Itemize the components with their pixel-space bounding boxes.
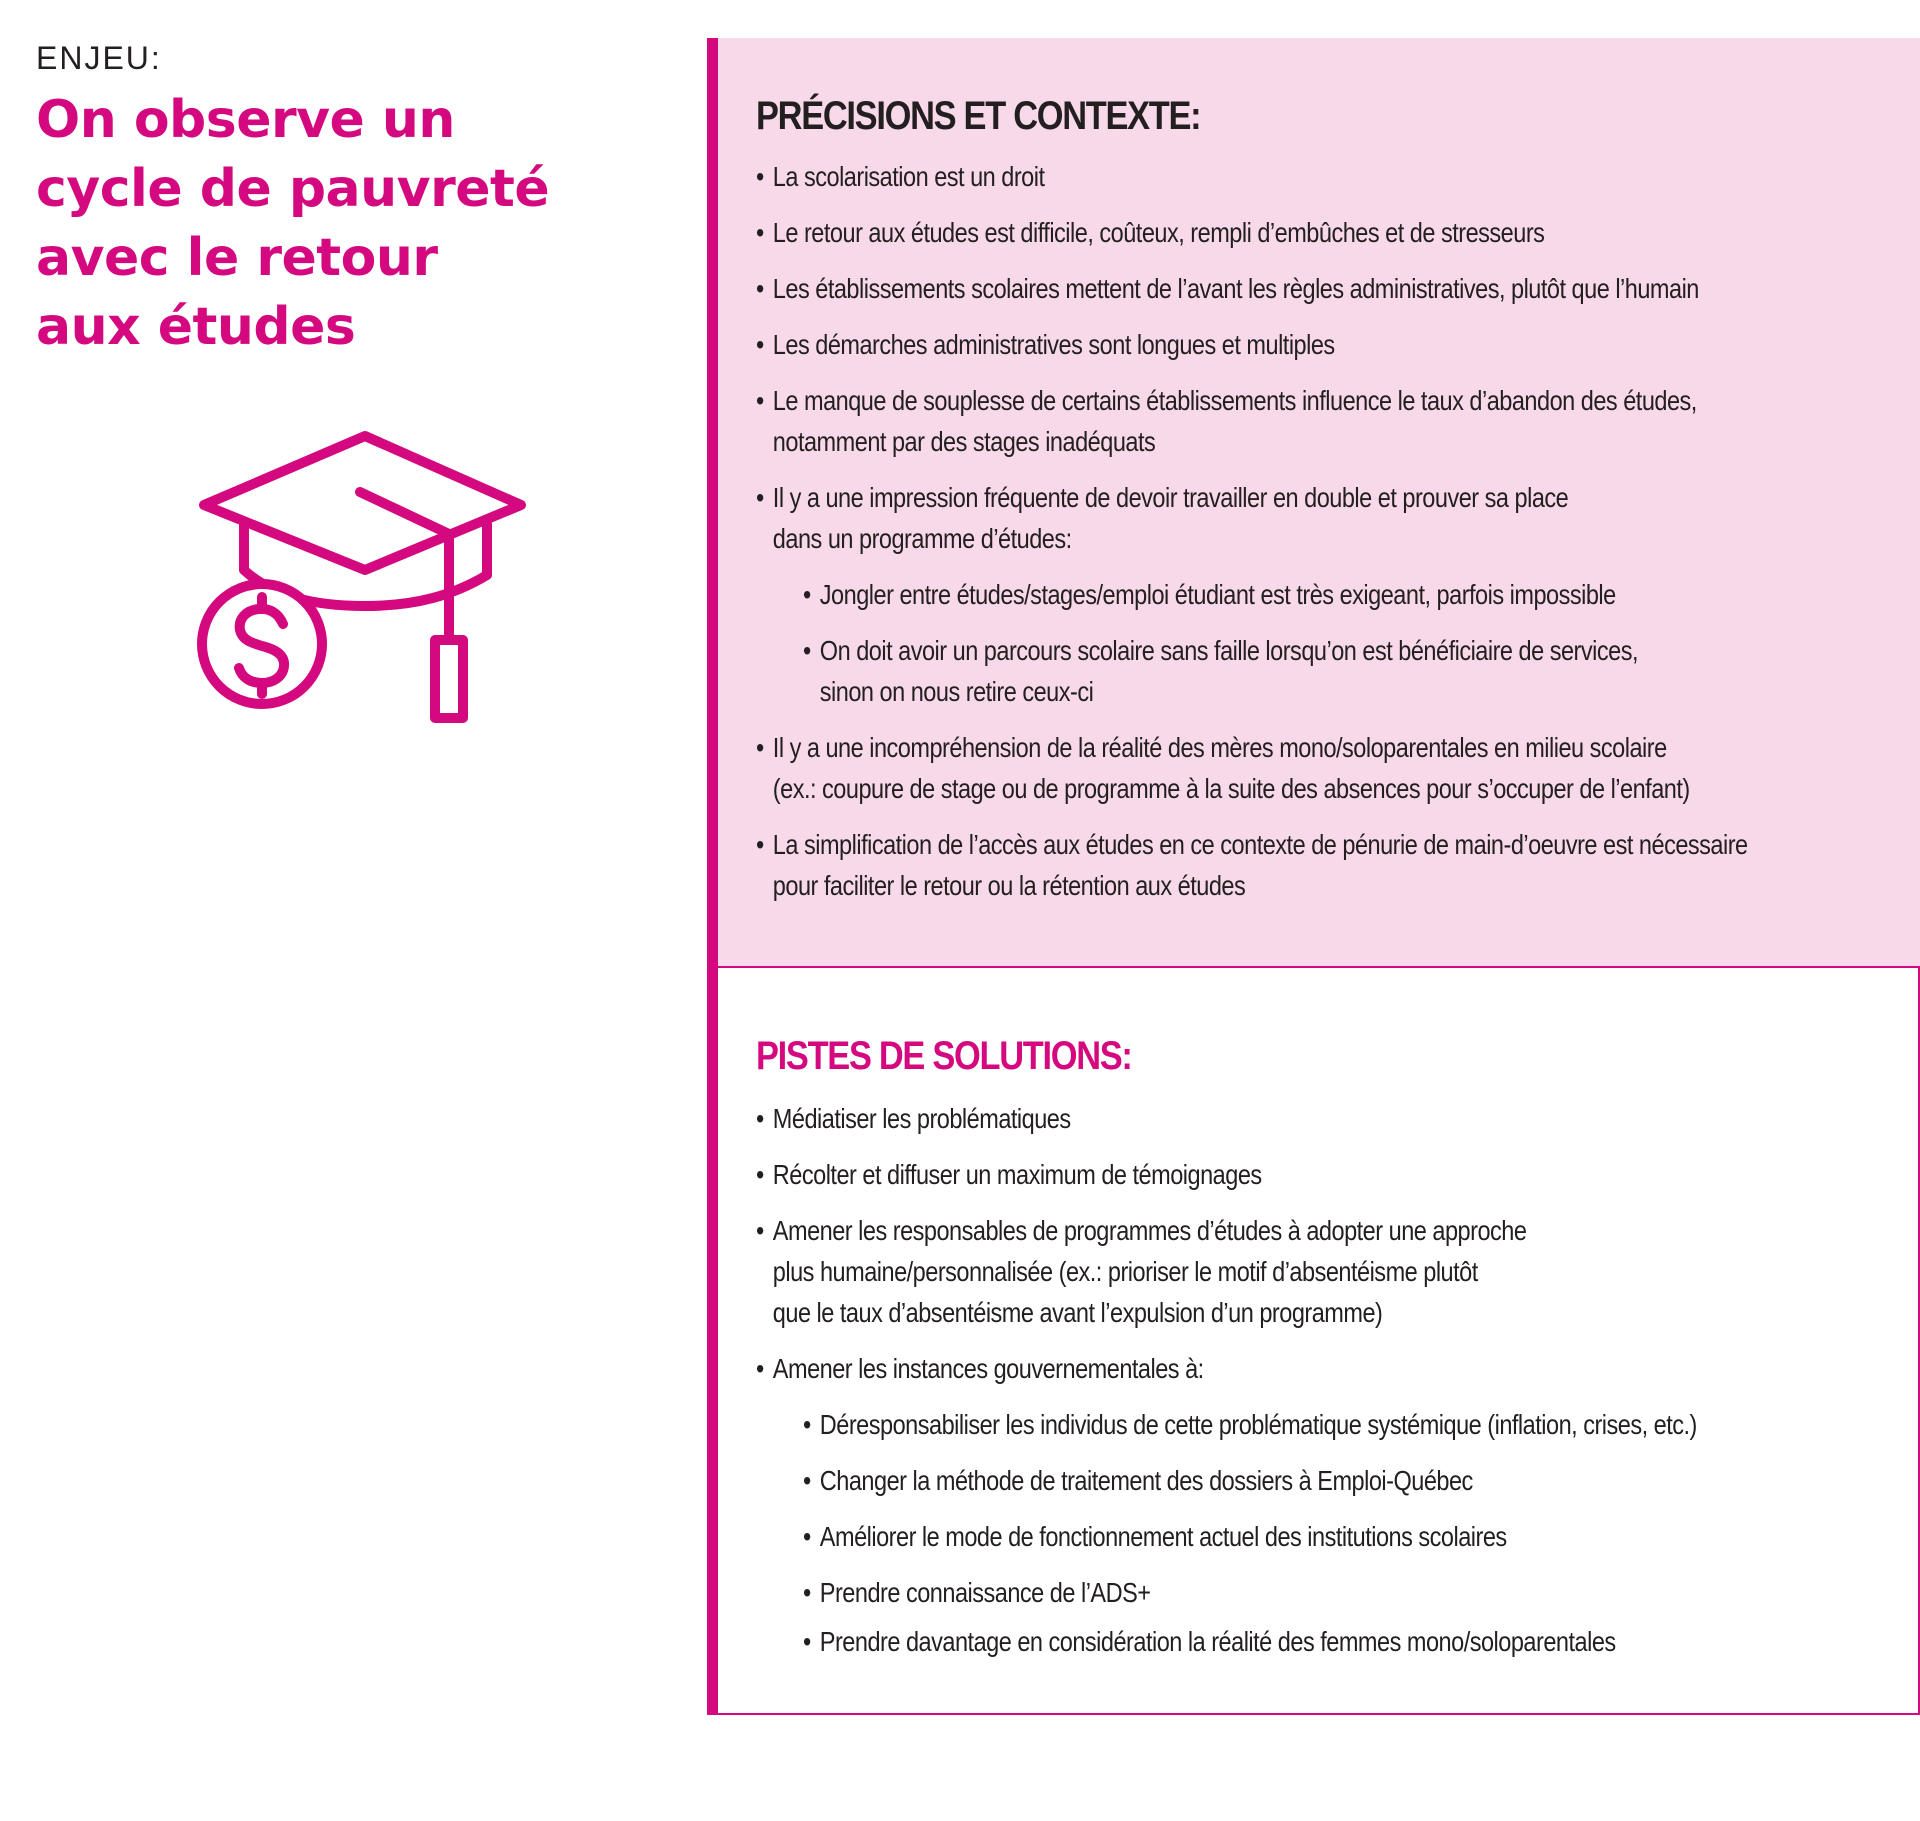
enjeu-title [36,86,656,362]
sub-list-item: • On doit avoir un parcours scolaire sans faille lorsqu’on est bénéficiaire de services, sinon on nous retire ceux-ci [803,630,1755,712]
sub-list-item: • Prendre connaissance de l’ADS+ [803,1572,1697,1613]
list-item: • Médiatiser les problématiques [756,1098,1689,1139]
list-item: • Amener les instances gouvernementales à: [756,1348,1689,1389]
list-item: • La scolarisation est un droit [756,156,1748,197]
sub-list-item: • Prendre davantage en considération la réalité des femmes mono/soloparentales [803,1621,1697,1662]
sub-list-item: • Jongler entre études/stages/emploi étudiant est très exigeant, parfois impossible [803,574,1755,615]
graduation-cap-dollar-icon [196,430,536,730]
precisions-list [756,156,1920,921]
solutions-panel [707,966,1920,1715]
list-item: • Il y a une impression fréquente de devoir travailler en double et prouver sa place dans un programme d’études: [756,477,1748,559]
list-item: • La simplification de l’accès aux études en ce contexte de pénurie de main-d’oeuvre est nécessaire pour faciliter le retour ou la rétention aux études [756,824,1748,906]
sub-list-item: • Déresponsabiliser les individus de cette problématique systémique (inflation, crises, etc.) [803,1404,1697,1445]
solutions-list [756,1098,1867,1677]
list-item: • Les établissements scolaires mettent de l’avant les règles administratives, plutôt que l’humain [756,268,1748,309]
enjeu-title-line: cycle de pauvreté [36,159,550,219]
list-item: • Amener les responsables de programmes d’études à adopter une approche plus humaine/personnalisée (ex.: prioriser le motif d’absentéisme plutôt que le taux d’absentéisme avant l’expulsion d’un programme) [756,1210,1689,1333]
list-item: • Les démarches administratives sont longues et multiples [756,324,1748,365]
list-item: • Le retour aux études est difficile, coûteux, rempli d’embûches et de stresseurs [756,212,1748,253]
enjeu-label: ENJEU: [36,40,162,76]
sub-list-item: • Améliorer le mode de fonctionnement actuel des institutions scolaires [803,1516,1697,1557]
precisions-panel [707,38,1920,966]
sub-list-item: • Changer la méthode de traitement des dossiers à Emploi-Québec [803,1460,1697,1501]
list-item: • Il y a une incompréhension de la réalité des mères mono/soloparentales en milieu scolaire (ex.: coupure de stage ou de programme à la suite des absences pour s’occuper de l’enfant) [756,727,1748,809]
enjeu-title-line: On observe un [36,90,455,150]
enjeu-block [36,38,656,362]
enjeu-title-line: avec le retour [36,228,438,288]
precisions-heading: PRÉCISIONS ET CONTEXTE: [756,94,1201,138]
list-item: • Le manque de souplesse de certains établissements influence le taux d’abandon des études, notamment par des stages inadéquats [756,380,1748,462]
solutions-heading: PISTES DE SOLUTIONS: [756,1034,1132,1078]
list-item: • Récolter et diffuser un maximum de témoignages [756,1154,1689,1195]
enjeu-title-line: aux études [36,297,356,357]
